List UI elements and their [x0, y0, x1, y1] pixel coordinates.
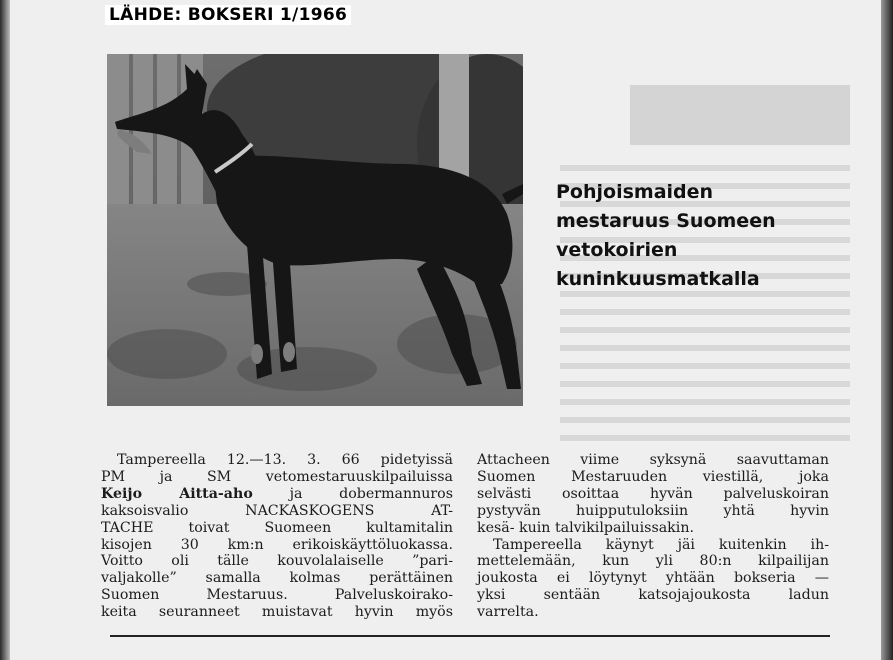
- bottom-rule: [110, 635, 830, 637]
- article-line: selvästi osoittaa hyvän palveluskoiran: [477, 485, 829, 502]
- article-line: pystyvän huipputuloksiin yhtä hyvin: [477, 502, 829, 519]
- headline-line: vetokoirien: [556, 239, 678, 261]
- article-column-right: [477, 452, 829, 621]
- article-line: joukosta ei löytynyt yhtään bokseria —: [477, 570, 829, 587]
- headline-line: mestaruus Suomeen: [556, 210, 776, 232]
- article-line: kaksoisvalio NACKASKOGENS AT-: [101, 502, 453, 519]
- article-line: TACHE toivat Suomeen kultamitalin: [101, 519, 453, 536]
- page-edge-right: [881, 0, 893, 660]
- article-line-with-name: [101, 486, 453, 503]
- article-line: mettelemään, kun yli 80:n kilpailijan: [477, 553, 829, 570]
- headline: [556, 178, 856, 294]
- person-name: Keijo Aitta-aho: [101, 485, 253, 502]
- article-line: varrelta.: [477, 604, 539, 621]
- article-line: kesä- kuin talvikilpailuissakin.: [477, 519, 694, 536]
- article-line: yksi sentään katsojajoukosta ladun: [477, 587, 829, 604]
- article-line: Voitto oli tälle kouvolalaiselle ”pari-: [101, 553, 453, 570]
- article-line: Tampereella 12.—13. 3. 66 pidetyissä: [117, 452, 453, 468]
- article-line-rest: ja dobermannuros: [289, 485, 453, 502]
- doberman-dog-photo: [107, 54, 523, 406]
- article-line: Tampereella käynyt jäi kuitenkin ih-: [493, 536, 829, 553]
- article-column-left: [101, 452, 453, 621]
- headline-line: Pohjoismaiden: [556, 181, 714, 203]
- article-line: keita seuranneet muistavat hyvin myös: [101, 604, 453, 621]
- headline-line: kuninkuusmatkalla: [556, 268, 760, 290]
- article-line: Suomen Mestaruuden viestillä, joka: [477, 468, 829, 485]
- article-line: PM ja SM vetomestaruuskilpailuissa: [101, 468, 453, 485]
- article-line: Attacheen viime syksynä saavuttaman: [477, 452, 829, 468]
- article-line: valjakolle” samalla kolmas perättäinen: [101, 570, 453, 587]
- article-line: Suomen Mestaruus. Palveluskoirako-: [101, 587, 453, 604]
- article-line: kisojen 30 km:n erikoiskäyttöluokassa.: [101, 536, 453, 553]
- page-edge-left: [0, 0, 10, 660]
- source-label: LÄHDE: BOKSERI 1/1966: [105, 5, 351, 25]
